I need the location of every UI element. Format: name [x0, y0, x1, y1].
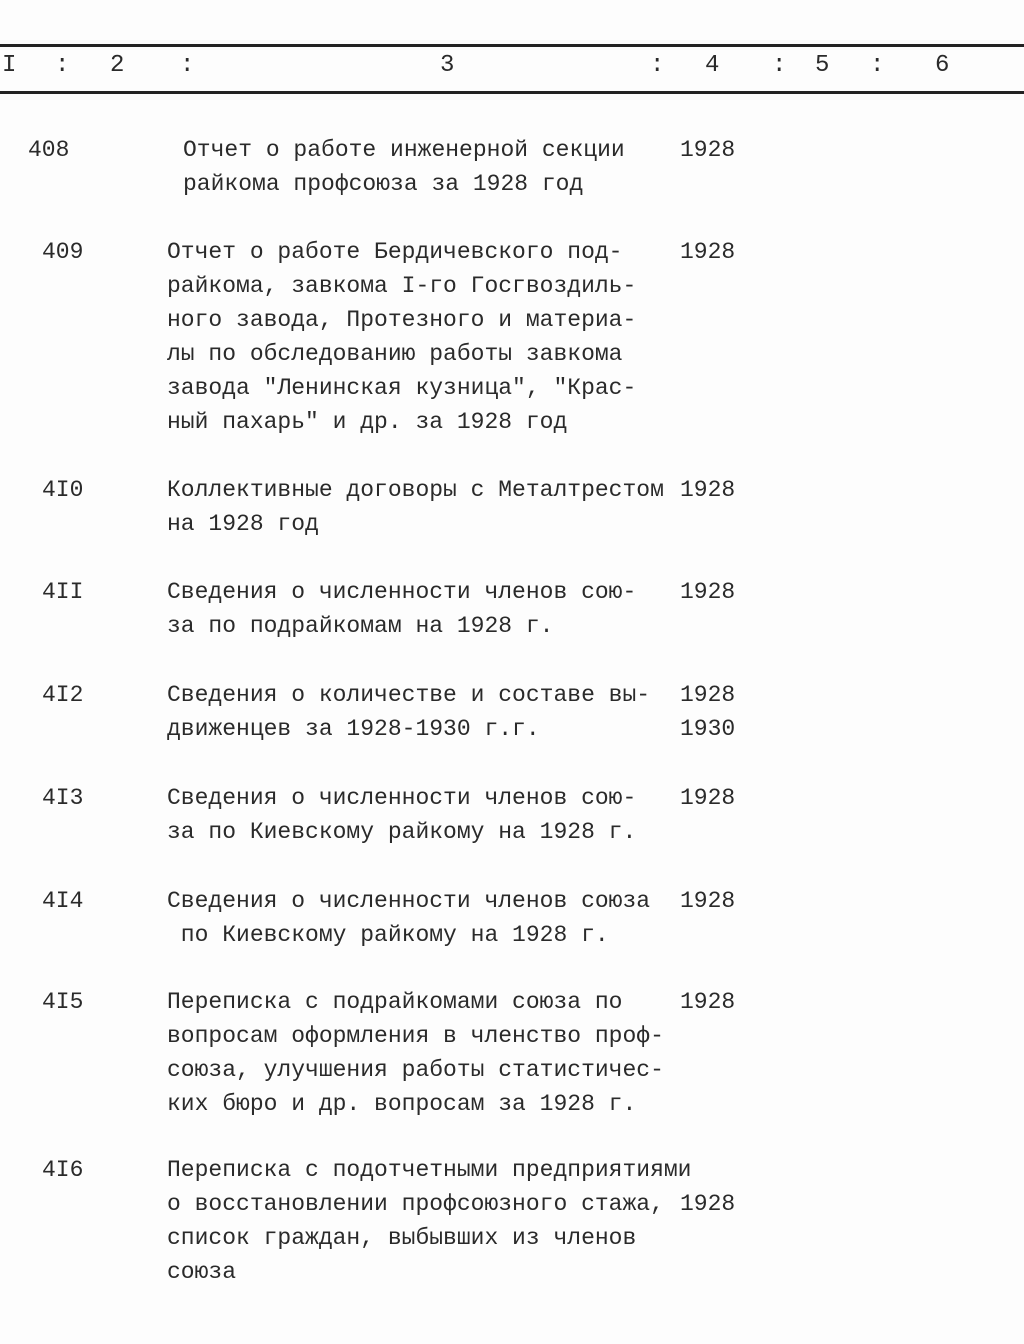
file-years	[680, 1153, 735, 1221]
title-line: список граждан, выбывших из членов	[167, 1225, 637, 1251]
file-years	[680, 884, 735, 918]
file-title	[167, 884, 650, 952]
file-number: 4I5	[42, 989, 84, 1015]
header-bottom-rule	[0, 91, 1024, 94]
title-line: на 1928 год	[167, 511, 319, 537]
title-line: за по Киевскому райкому на 1928 г.	[167, 819, 637, 845]
file-number: 4I0	[42, 477, 84, 503]
year: 1928	[680, 989, 736, 1015]
file-number: 408	[28, 137, 70, 163]
title-line: Коллективные договоры с Металтрестом	[167, 477, 664, 503]
title-line: движенцев за 1928-1930 г.г.	[167, 716, 540, 742]
year	[680, 1153, 735, 1187]
col-header-4: 4	[705, 52, 720, 79]
year: 1928	[680, 239, 736, 265]
year: 1928	[680, 579, 736, 605]
year: 1930	[680, 716, 736, 742]
file-number: 4I4	[42, 888, 84, 914]
file-number: 4II	[42, 579, 84, 605]
header-top-rule	[0, 44, 1024, 47]
year: 1928	[680, 785, 736, 811]
col-separator: :	[650, 52, 665, 79]
title-line: ких бюро и др. вопросам за 1928 г.	[167, 1091, 637, 1117]
title-line: Сведения о количестве и составе вы-	[167, 682, 651, 708]
title-line: Отчет о работе Бердичевского под-	[167, 239, 623, 265]
title-line: союза, улучшения работы статистичес-	[167, 1057, 664, 1083]
file-title	[167, 575, 636, 643]
col-header-1: I	[2, 52, 17, 79]
file-number: 4I3	[42, 785, 84, 811]
title-line: Сведения о численности членов сою-	[167, 579, 637, 605]
file-title	[167, 781, 636, 849]
col-header-3: 3	[440, 52, 455, 79]
col-separator: :	[870, 52, 885, 79]
year: 1928	[680, 477, 736, 503]
col-header-5: 5	[815, 52, 830, 79]
title-line: Сведения о численности членов сою-	[167, 785, 637, 811]
file-years	[680, 235, 735, 269]
year: 1928	[680, 888, 736, 914]
title-line: по Киевскому райкому на 1928 г.	[167, 922, 609, 948]
title-line: лы по обследованию работы завкома	[167, 341, 623, 367]
title-line: Переписка с подотчетными предприятиями	[167, 1157, 692, 1183]
file-number: 4I2	[42, 682, 84, 708]
year: 1928	[680, 682, 736, 708]
file-years	[680, 678, 735, 746]
title-line: вопросам оформления в членство проф-	[167, 1023, 664, 1049]
title-line: о восстановлении профсоюзного стажа,	[167, 1191, 664, 1217]
title-line: завода "Ленинская кузница", "Крас-	[167, 375, 637, 401]
file-years	[680, 985, 735, 1019]
file-years	[680, 133, 735, 167]
file-years	[680, 575, 735, 609]
year: 1928	[680, 1191, 736, 1217]
title-line: Отчет о работе инженерной секции	[183, 137, 625, 163]
title-line: ного завода, Протезного и материа-	[167, 307, 637, 333]
title-line: союза	[167, 1259, 237, 1285]
file-title	[183, 133, 625, 201]
file-number: 4I6	[42, 1157, 84, 1183]
col-header-2: 2	[110, 52, 125, 79]
col-separator: :	[772, 52, 787, 79]
title-line: ный пахарь" и др. за 1928 год	[167, 409, 568, 435]
col-separator: :	[180, 52, 195, 79]
file-title	[167, 985, 664, 1121]
file-years	[680, 473, 735, 507]
title-line: райкома профсоюза за 1928 год	[183, 171, 584, 197]
file-title	[167, 473, 664, 541]
col-header-6: 6	[935, 52, 950, 79]
title-line: за по подрайкомам на 1928 г.	[167, 613, 554, 639]
col-separator: :	[55, 52, 70, 79]
title-line: райкома, завкома I-го Госгвоздиль-	[167, 273, 637, 299]
file-title	[167, 235, 636, 439]
title-line: Сведения о численности членов союза	[167, 888, 651, 914]
file-title	[167, 678, 650, 746]
file-number: 409	[42, 239, 84, 265]
file-title	[167, 1153, 692, 1289]
title-line: Переписка с подрайкомами союза по	[167, 989, 623, 1015]
year: 1928	[680, 137, 736, 163]
file-years	[680, 781, 735, 815]
